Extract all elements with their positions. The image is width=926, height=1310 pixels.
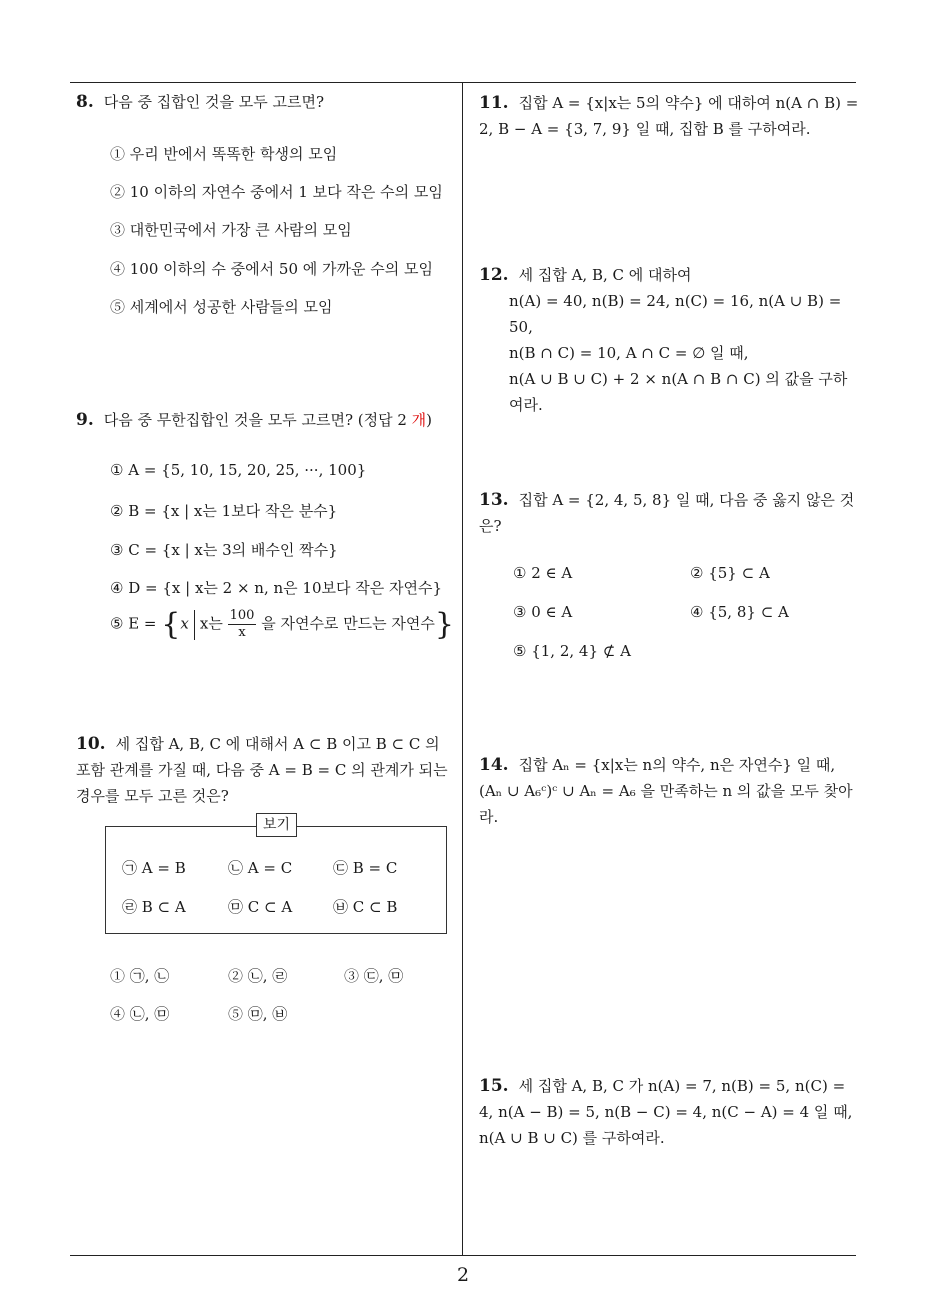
brace-right: } (434, 607, 454, 642)
column-divider (462, 83, 463, 1256)
question-number: 14. (479, 755, 509, 775)
top-rule (70, 82, 856, 83)
question-line: 세 집합 A, B, C 에 대하여 (518, 266, 692, 284)
option[interactable]: ③ 대한민국에서 가장 큰 사람의 모임 (110, 221, 352, 239)
option-5[interactable] (110, 607, 454, 642)
example-box (105, 826, 447, 934)
question-text: 다음 중 무한집합인 것을 모두 고르면? (정답 2 (103, 411, 412, 429)
option[interactable]: ① 2 ∈ A (513, 564, 573, 582)
option[interactable]: ④ D = {x | x는 2 × n, n은 10보다 작은 자연수} (110, 579, 443, 597)
question-number: 10. (76, 734, 106, 754)
bottom-rule (70, 1255, 856, 1256)
set-variable: x (180, 614, 189, 633)
question-text: 세 집합 A, B, C 에 대해서 A ⊂ B 이고 B ⊂ C 의 포함 관계를 가질 때, 다음 중 A = B = C 의 관계가 되는 경우를 모두 고른 것은? (76, 735, 448, 805)
box-item: ㉣ B ⊂ A (122, 898, 186, 916)
box-item: ㉡ A = C (228, 859, 293, 877)
page-number: 2 (456, 1264, 470, 1286)
box-item: ㉤ C ⊂ A (228, 898, 293, 916)
option[interactable]: ② {5} ⊂ A (690, 564, 770, 582)
option[interactable]: ⑤ 세계에서 성공한 사람들의 모임 (110, 298, 333, 316)
question-14 (479, 752, 859, 830)
option-label: ⑤ E = (110, 614, 157, 633)
question-10 (76, 731, 456, 809)
option[interactable]: ④ {5, 8} ⊂ A (690, 603, 789, 621)
question-line: n(A ∪ B ∪ C) + 2 × n(A ∩ B ∩ C) 의 값을 구하여라. (509, 370, 848, 414)
answer-count-highlight: 개 (411, 411, 427, 429)
set-bar (194, 610, 195, 640)
option[interactable]: ③ 0 ∈ A (513, 603, 573, 621)
option[interactable]: ③ C = {x | x는 3의 배수인 짝수} (110, 541, 338, 559)
question-text: 집합 A = {2, 4, 5, 8} 일 때, 다음 중 옳지 않은 것은? (479, 491, 855, 535)
question-text: 세 집합 A, B, C 가 n(A) = 7, n(B) = 5, n(C) = 4, n(A − B) = 5, n(B − C) = 4, n(C − A) = 4 일 때, n(A ∪ B ∪ C) 를 구하여라. (479, 1077, 853, 1147)
question-number: 13. (479, 490, 509, 510)
option[interactable]: ⑤ ㉤, ㉥ (228, 1005, 288, 1023)
option[interactable]: ④ 100 이하의 수 중에서 50 에 가까운 수의 모임 (110, 260, 433, 278)
question-15 (479, 1073, 859, 1151)
fraction: $\frac{100}{x}$ (229, 608, 255, 640)
option[interactable]: ① 우리 반에서 똑똑한 학생의 모임 (110, 145, 338, 163)
option[interactable]: ② 10 이하의 자연수 중에서 1 보다 작은 수의 모임 (110, 183, 443, 201)
question-12 (479, 262, 859, 418)
question-number: 15. (479, 1076, 509, 1096)
option[interactable]: ⑤ {1, 2, 4} ⊄ A (513, 642, 631, 660)
question-text: 다음 중 집합인 것을 모두 고르면? (103, 93, 325, 111)
set-condition: x는 (199, 614, 223, 633)
question-text: 집합 A = {x|x는 5의 약수} 에 대하여 n(A ∩ B) = 2, B − A = {3, 7, 9} 일 때, 집합 B 를 구하여라. (479, 94, 859, 138)
box-item: ㉥ C ⊂ B (333, 898, 398, 916)
question-13 (479, 487, 859, 539)
question-8 (76, 89, 446, 115)
question-text-end: ) (426, 411, 433, 429)
option[interactable]: ① ㉠, ㉡ (110, 967, 170, 985)
question-text: 집합 Aₙ = {x|x는 n의 약수, n은 자연수} 일 때, (Aₙ ∪ A₆ᶜ)ᶜ ∪ Aₙ = A₆ 을 만족하는 n 의 값을 모두 찾아라. (479, 756, 853, 826)
option[interactable]: ② ㉡, ㉣ (228, 967, 288, 985)
set-condition-end: 을 자연수로 만드는 자연수 (261, 614, 435, 633)
box-item: ㉢ B = C (333, 859, 398, 877)
option[interactable]: ② B = {x | x는 1보다 작은 분수} (110, 502, 338, 520)
question-line: n(A) = 40, n(B) = 24, n(C) = 16, n(A ∪ B) = 50, (509, 292, 842, 336)
example-box-label: 보기 (256, 813, 297, 837)
box-item: ㉠ A = B (122, 859, 186, 877)
question-number: 8. (76, 92, 94, 112)
brace-left: { (161, 607, 181, 642)
question-number: 9. (76, 410, 94, 430)
option[interactable]: ③ ㉢, ㉤ (344, 967, 404, 985)
option[interactable]: ① A = {5, 10, 15, 20, 25, ···, 100} (110, 461, 367, 479)
question-number: 11. (479, 93, 509, 113)
question-number: 12. (479, 265, 509, 285)
option[interactable]: ④ ㉡, ㉤ (110, 1005, 170, 1023)
question-line: n(B ∩ C) = 10, A ∩ C = ∅ 일 때, (509, 344, 749, 362)
question-11 (479, 90, 859, 142)
question-9 (76, 407, 456, 433)
